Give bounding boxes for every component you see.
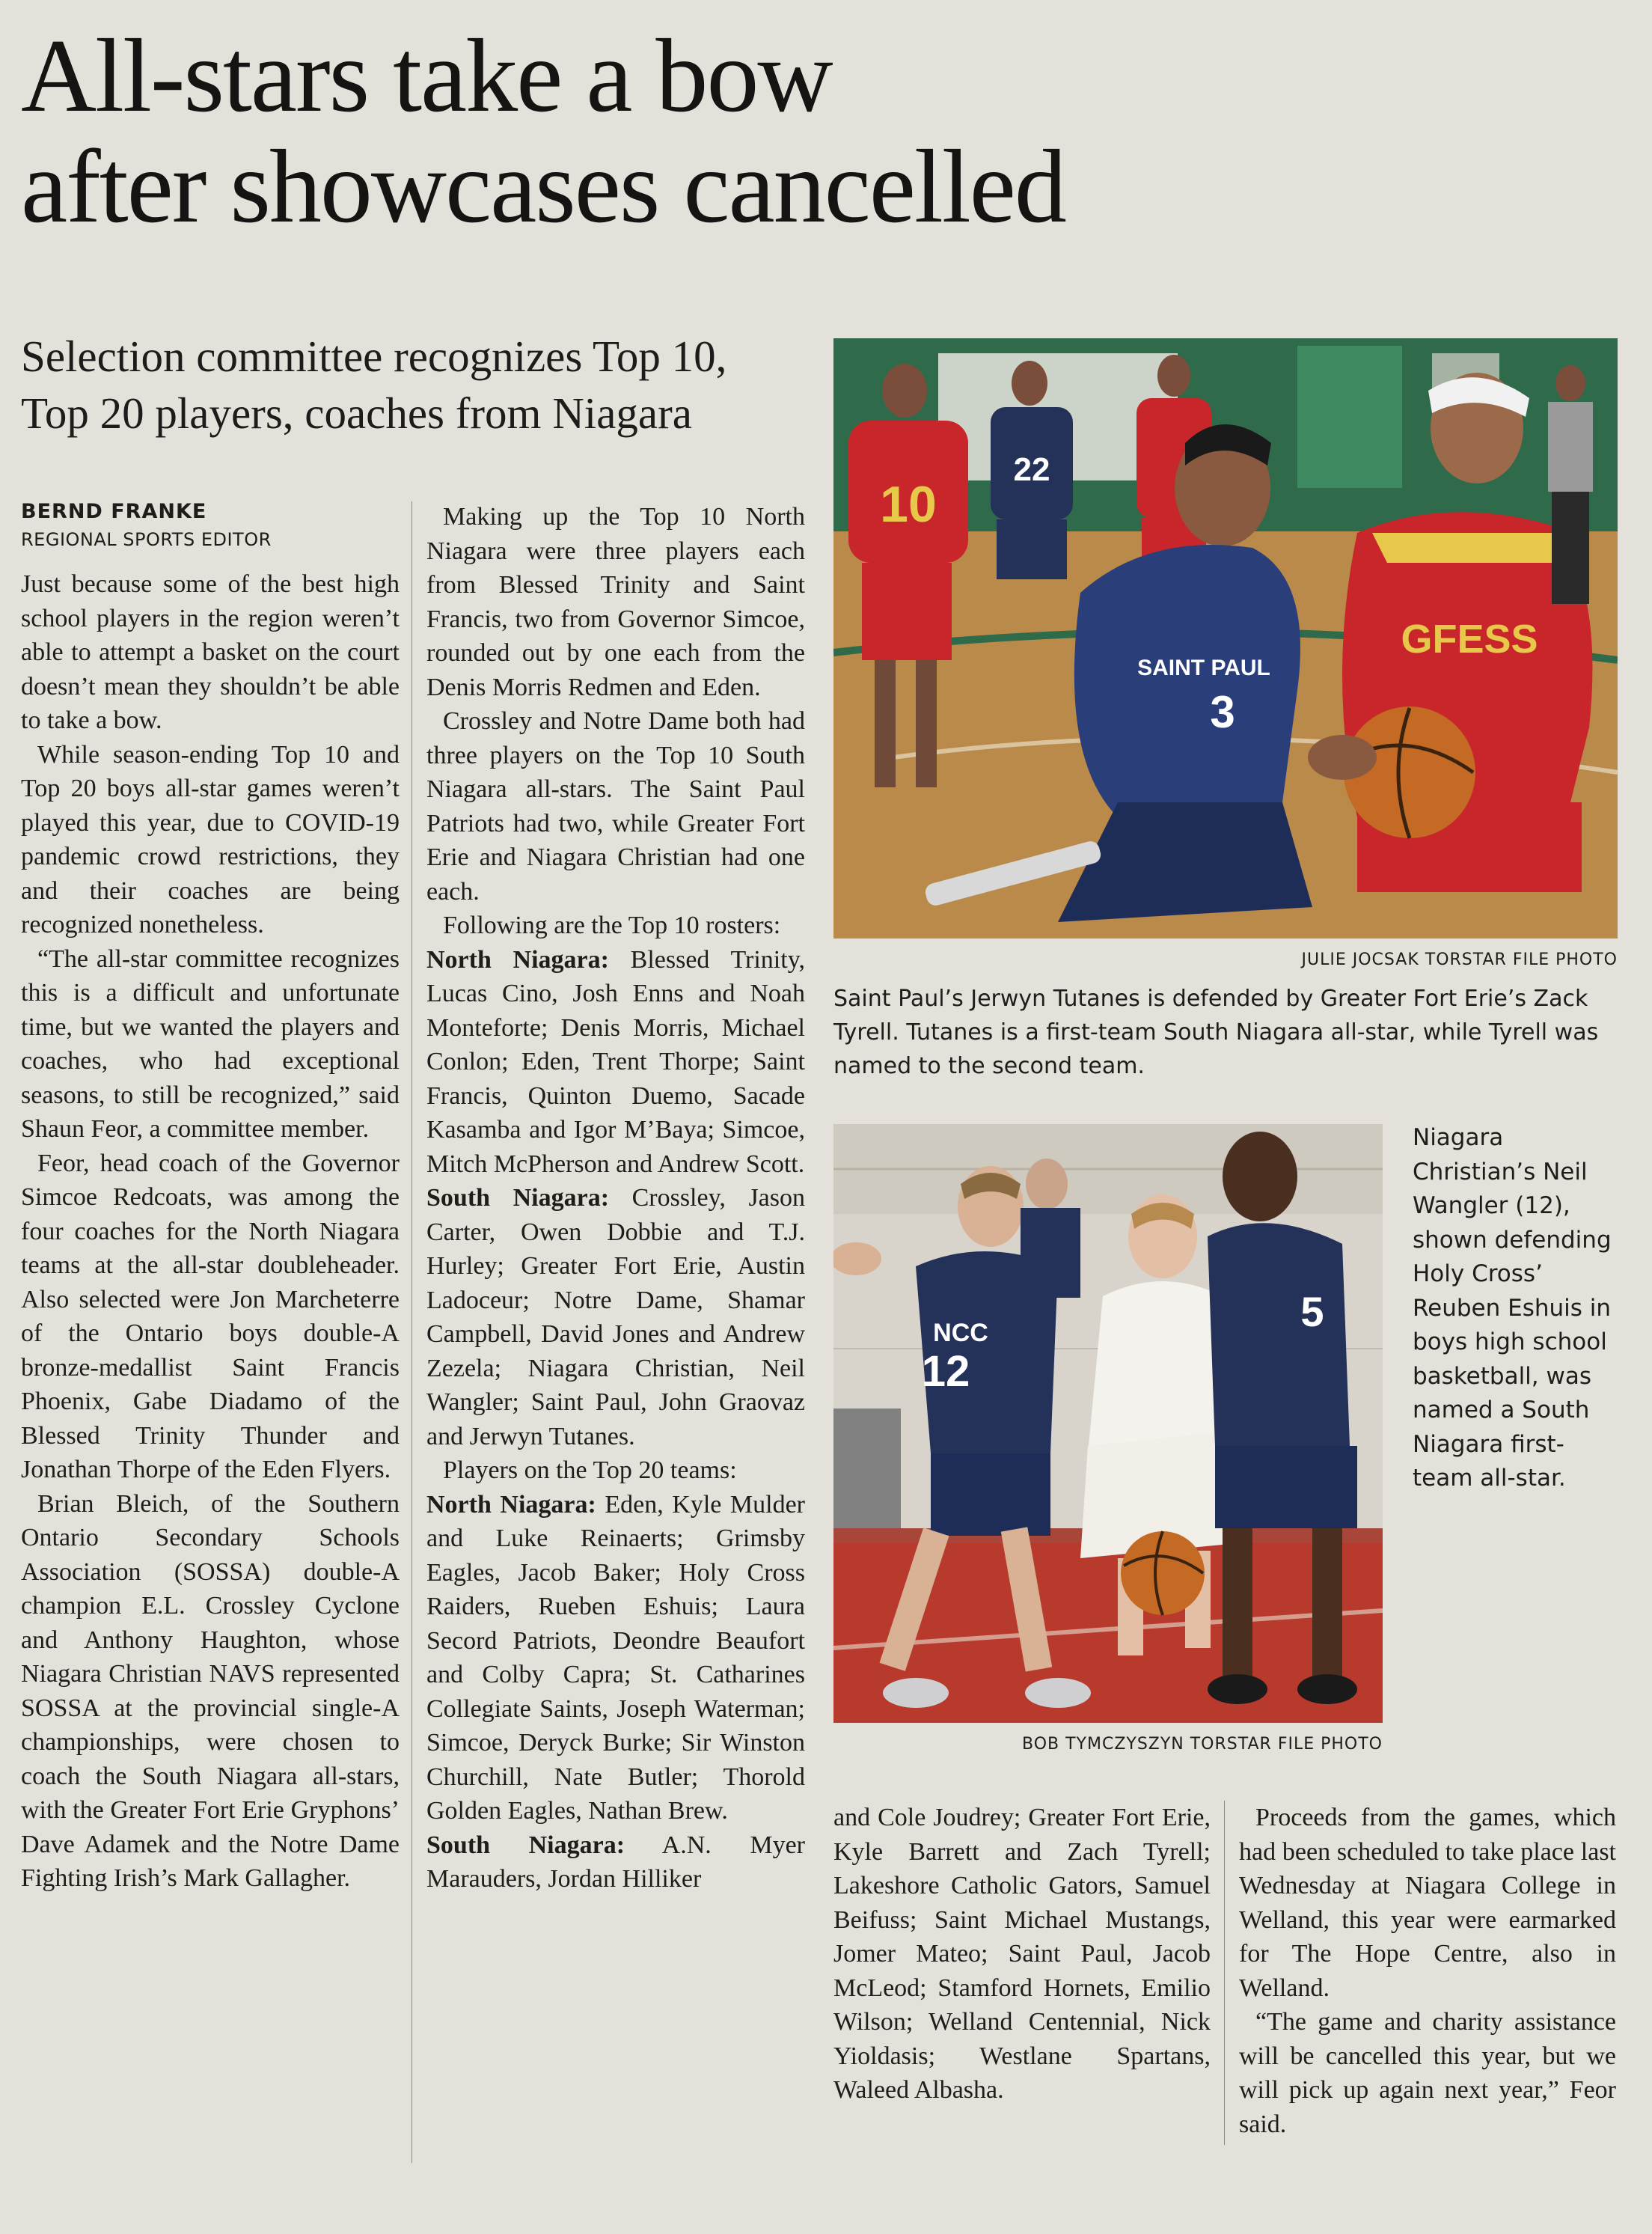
svg-text:5: 5 xyxy=(1300,1288,1324,1335)
byline-title: REGIONAL SPORTS EDITOR xyxy=(21,529,272,550)
jersey-text-gfess: GFESS xyxy=(1401,617,1538,662)
paragraph: “The all-star committee recognizes this is a difficult and unfortunate time, but we wanted the players and coaches, who had exceptional seasons, to still be recognized,” said Shaun Feor, a committee member. xyxy=(21,944,400,1143)
roster-paragraph xyxy=(426,1488,805,1828)
roster-text: A.N. Myer Marauders, Jordan Hilliker xyxy=(426,1831,805,1893)
paragraph: Just because some of the best high school players in the region weren’t able to attempt a basket on the court doesn’t mean they shouldn’t be able to take a bow. xyxy=(21,570,400,734)
roster-paragraph xyxy=(426,943,805,1182)
headline-line-1: All-stars take a bow xyxy=(21,18,832,134)
roster-label: North Niagara: xyxy=(426,1490,596,1519)
photo-basketball-drive xyxy=(833,338,1618,939)
subheadline-line-1: Selection committee recognizes Top 10, xyxy=(21,332,727,381)
headline-line-2: after showcases cancelled xyxy=(21,129,1065,245)
jersey-number-22: 22 xyxy=(1013,451,1050,488)
subheadline xyxy=(21,328,814,442)
jersey-number-10: 10 xyxy=(880,476,937,533)
roster-paragraph xyxy=(426,1828,805,1896)
article-column-2 xyxy=(426,500,805,2176)
photo-1-credit: JULIE JOCSAK TORSTAR FILE PHOTO xyxy=(1301,950,1618,969)
article-column-1 xyxy=(21,567,400,2169)
subheadline-line-2: Top 20 players, coaches from Niagara xyxy=(21,388,692,438)
column-rule xyxy=(1224,1801,1225,2145)
roster-label: North Niagara: xyxy=(426,945,609,974)
roster-text: Eden, Kyle Mulder and Luke Reinaerts; Grimsby Eagles, Jacob Baker; Holy Cross Raiders, Rueben Eshuis; Laura Secord Patriots, Deondre Beaufort and Colby Capra; St. Catharines Collegiate Saints, Joseph Waterman; Simcoe, Deryck Burke; Sir Winston Churchill, Nate Butler; Thorold Golden Eagles, Nathan Brew. xyxy=(426,1490,805,1825)
jersey-number-3: 3 xyxy=(1210,687,1235,737)
paragraph: Feor, head coach of the Governor Simcoe Redcoats, was among the four coaches for the North Niagara teams at the all-star doubleheader. Also selected were Jon Marcheterre of the Ontario boys double-A bronze-medallist Saint Francis Phoenix, Gabe Diadamo of the Blessed Trinity Thunder and Jonathan Thorpe of the Eden Flyers. xyxy=(21,1149,400,1483)
jersey-text-ncc: NCC xyxy=(933,1319,988,1347)
roster-text: Crossley, Jason Carter, Owen Dobbie and T.J. Hurley; Greater Fort Erie, Austin Ladoceur; Notre Dame, Shamar Campbell, David Jones and Andrew Zezela; Niagara Christian, Neil Wangler; Saint Paul, John Graovaz and Jerwyn Tutanes. xyxy=(426,1184,805,1450)
paragraph: Players on the Top 20 teams: xyxy=(443,1456,737,1484)
article-column-3 xyxy=(833,1801,1211,2145)
roster-label: South Niagara: xyxy=(426,1184,610,1212)
headline xyxy=(21,18,1443,245)
photo-2-image xyxy=(833,1124,1383,1723)
roster-label: South Niagara: xyxy=(426,1831,625,1859)
photo-1-image xyxy=(833,338,1618,939)
jersey-number-12: 12 xyxy=(921,1347,970,1396)
paragraph: Making up the Top 10 North Niagara were three players each from Blessed Trinity and Saint Francis, two from Governor Simcoe, rounded out by one each from the Denis Morris Redmen and Eden. xyxy=(426,503,805,701)
roster-paragraph xyxy=(426,1181,805,1453)
paragraph: Proceeds from the games, which had been scheduled to take place last Wednesday at Niagara College in Welland, this year were earmarked for The Hope Centre, also in Welland. xyxy=(1239,1804,1616,2002)
paragraph: Brian Bleich, of the Southern Ontario Secondary Schools Association (SOSSA) double-A champion E.L. Crossley Cyclone and Anthony Haughton, whose Niagara Christian NAVS represented SOSSA at the provincial single-A championships, were chosen to coach the South Niagara all-stars, with the Greater Fort Erie Gryphons’ Dave Adamek and the Notre Dame Fighting Irish’s Mark Gallagher. xyxy=(21,1489,400,1892)
paragraph: and Cole Joudrey; Greater Fort Erie, Kyle Barrett and Zach Tyrell; Lakeshore Catholic Gators, Samuel Beifuss; Saint Michael Mustangs, Jomer Mateo; Saint Paul, Jacob McLeod; Stamford Hornets, Emilio Wilson; Welland Centennial, Nick Yioldasis; Westlane Spartans, Waleed Albasha. xyxy=(833,1804,1211,2104)
photo-2-credit: BOB TYMCZYSZYN TORSTAR FILE PHOTO xyxy=(1021,1735,1383,1754)
article-column-4 xyxy=(1239,1801,1616,2160)
photo-2-caption: Niagara Christian’s Neil Wangler (12), shown defending Holy Cross’ Reuben Eshuis in boys high school basketball, was named a South Niagara first-team all-star. xyxy=(1413,1124,1612,1492)
paragraph: Crossley and Notre Dame both had three players on the Top 10 South Niagara all-stars. The Saint Paul Patriots had two, while Greater Fort Erie and Niagara Christian had one each. xyxy=(426,707,805,906)
roster-text: Blessed Trinity, Lucas Cino, Josh Enns and Noah Monteforte; Denis Morris, Michael Conlon; Eden, Trent Thorpe; Saint Francis, Quinton Duemo, Sacade Kasamba and Igor M’Baya; Simcoe, Mitch McPherson and Andrew Scott. xyxy=(426,945,805,1178)
photo-1-caption: Saint Paul’s Jerwyn Tutanes is defended by Greater Fort Erie’s Zack Tyrell. Tutanes is a first-team South Niagara all-star, while Tyrell was named to the second team. xyxy=(833,986,1599,1079)
paragraph: While season-ending Top 10 and Top 20 boys all-star games weren’t played this year, due to COVID-19 pandemic crowd restrictions, they and their coaches are being recognized nonetheless. xyxy=(21,740,400,939)
paragraph: “The game and charity assistance will be cancelled this year, but we will pick up again next year,” Feor said. xyxy=(1239,2008,1616,2138)
byline-name: BERND FRANKE xyxy=(21,500,207,523)
photo-basketball-defense xyxy=(833,1124,1383,1723)
paragraph: Following are the Top 10 rosters: xyxy=(443,912,781,939)
jersey-text-saint-paul: SAINT PAUL xyxy=(1137,656,1270,680)
